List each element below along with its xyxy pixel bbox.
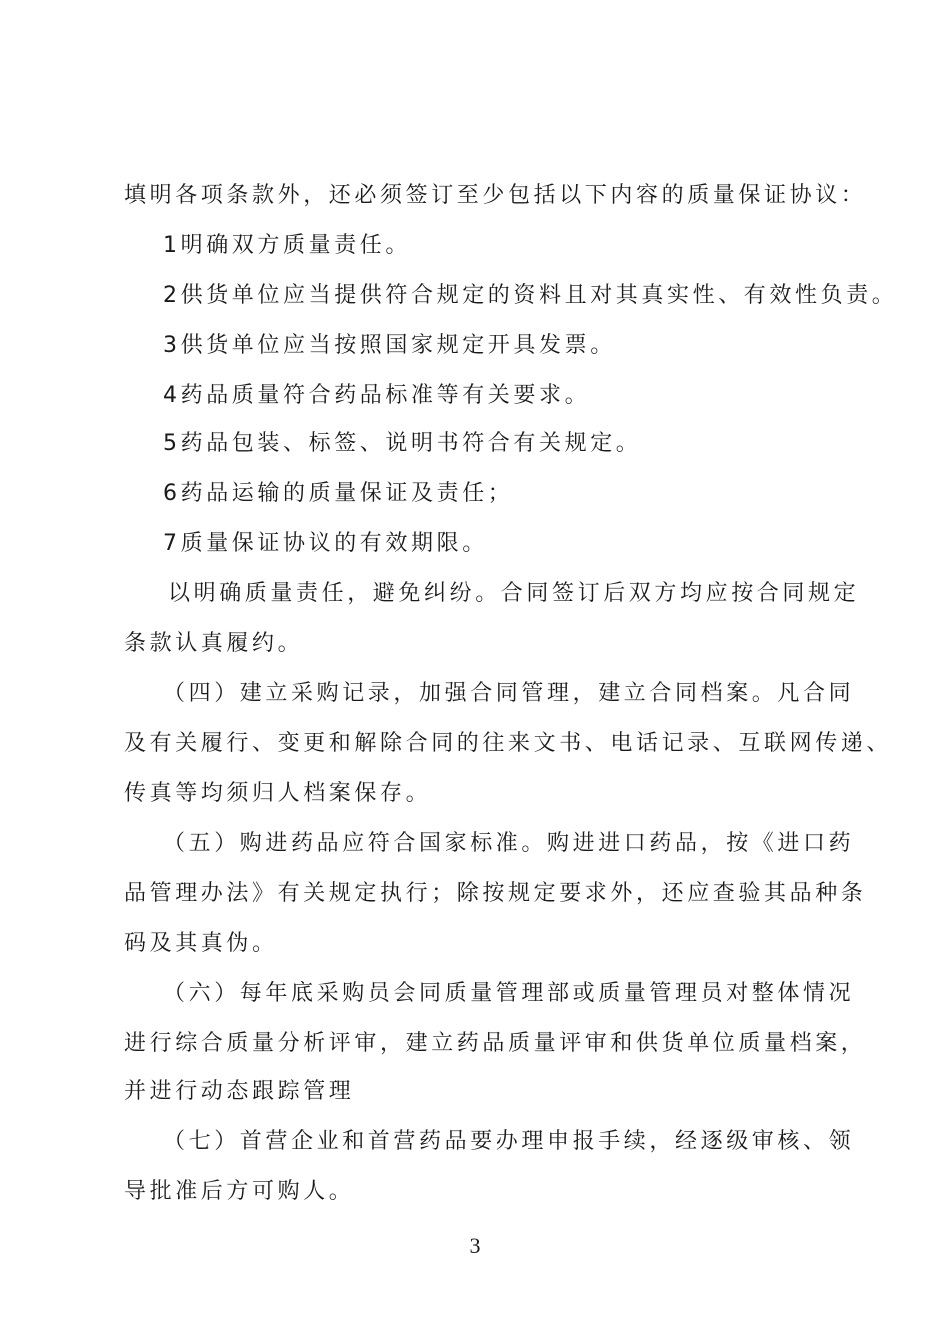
- page-number: 3: [469, 1233, 481, 1258]
- text-line: 填明各项条款外，还必须签订至少包括以下内容的质量保证协议：: [124, 183, 867, 208]
- text-line: 导批准后方可购人。: [124, 1179, 355, 1204]
- list-item: 5药品包装、标签、说明书符合有关规定。: [163, 431, 642, 456]
- text-line: （五）购进药品应符合国家标准。购进进口药品，按《进口药: [163, 831, 855, 856]
- text-line: 码及其真伪。: [124, 931, 278, 956]
- text-line: 品管理办法》有关规定执行；除按规定要求外，还应查验其品种条: [124, 881, 867, 906]
- list-item: 2供货单位应当提供符合规定的资料且对其真实性、有效性负责。: [163, 283, 898, 308]
- list-item: 3供货单位应当按照国家规定开具发票。: [163, 333, 616, 358]
- text-line: 进行综合质量分析评审，建立药品质量评审和供货单位质量档案，: [124, 1031, 867, 1056]
- list-item: 7质量保证协议的有效期限。: [163, 531, 488, 556]
- text-line: 并进行动态跟踪管理: [124, 1079, 355, 1104]
- text-line: 及有关履行、变更和解除合同的往来文书、电话记录、互联网传递、: [124, 731, 893, 756]
- text-line: 以明确质量责任，避免纠纷。合同签订后双方均应按合同规定: [168, 581, 860, 606]
- text-line: 传真等均须归人档案保存。: [124, 781, 432, 806]
- list-item: 1明确双方质量责任。: [163, 233, 411, 258]
- text-line: 条款认真履约。: [124, 631, 304, 656]
- text-line: （七）首营企业和首营药品要办理申报手续，经逐级审核、领: [163, 1129, 855, 1154]
- list-item: 6药品运输的质量保证及责任；: [163, 481, 514, 506]
- text-line: （六）每年底采购员会同质量管理部或质量管理员对整体情况: [163, 981, 855, 1006]
- list-item: 4药品质量符合药品标准等有关要求。: [163, 383, 591, 408]
- text-line: （四）建立采购记录，加强合同管理，建立合同档案。凡合同: [163, 681, 855, 706]
